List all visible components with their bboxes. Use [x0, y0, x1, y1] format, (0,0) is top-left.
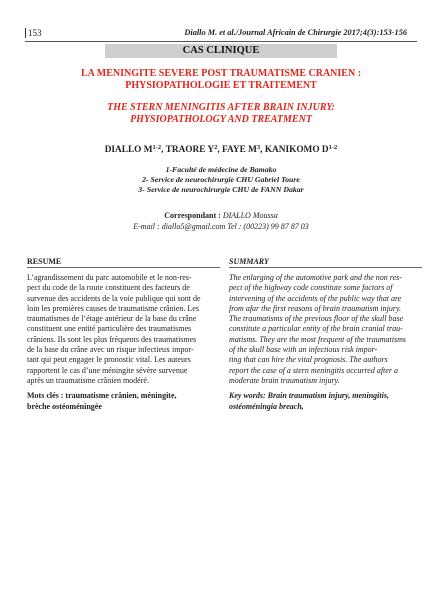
title-french: [40, 68, 402, 92]
author: FAYE $M^3$,: [222, 144, 265, 155]
author: DIALLO $M^{1-2}$,: [104, 144, 166, 155]
correspondent-contact: E-mail : diallo5@gmail.com Tel : (00223) 99 87 87 03: [133, 222, 309, 231]
correspondent-label: Correspondant :: [164, 211, 223, 220]
author: TRAORE $Y^2$,: [165, 144, 223, 155]
resume-text: L’agrandissement du parc automobile et le non-res- pect du code de la route constituent des facteurs de survenue des accidents de la voie publique qui sont de loin les premières causes de traumatisme crânien. Les traumatismes de l’étage antérieur de la base du crâne constituent une entité particulière des traumatismes crâniens. Ils sont les plus fréquents des traumatismes de la base du crâne avec un risque infectieux impor- tant qui peut engager le pronostic vital. Les auteurs rapportent le cas d’une méningite sévère survenue après un traumatisme crânien modéré.: [27, 273, 201, 385]
affiliation: 3- Service de neurochirurgie CHU de FANN Dakar: [138, 185, 304, 194]
resume-keywords: Mots clés : traumatisme crânien, méningite, brèche ostéoméningée: [27, 391, 177, 411]
author: KANIKOMO $D^{1-2}$: [264, 144, 338, 155]
affiliation: 2- Service de neurochirurgie CHU Gabriel Toure: [142, 175, 300, 184]
title-english: [40, 102, 402, 126]
title-english-line: THE STERN MENINGITIS AFTER BRAIN INJURY:: [107, 102, 335, 113]
summary-text: The enlarging of the automotive park and the non res- pect of the highway code constitute some factors of intervening of the accidents of the public way that are from afar the first reasons of brain traumatism injury. The traumatisms of the previous floor of the skull base constitute a particular entity of the brain cranial trau- matisms. They are the most frequent of the traumatisms of the skull base with an infectious risk impor- ting that can hire the vital prognosis. The authors report the case of a stern meningitis occurred after a moderate brain traumatism injury.: [229, 273, 406, 385]
author-list: [40, 142, 402, 156]
journal-citation: Diallo M. et al./Journal Africain de Chirurgie 2017;4(3):153-156: [184, 28, 407, 37]
article-type-banner: CAS CLINIQUE: [105, 44, 337, 58]
resume-column: [27, 256, 220, 412]
summary-heading: SUMMARY: [229, 256, 422, 268]
running-header: [25, 28, 417, 42]
affiliations: [40, 165, 402, 195]
resume-heading: RESUME: [27, 256, 220, 268]
summary-keywords: Key words: Brain traumatism injury, meningitis, ostéoméningia breach,: [229, 391, 389, 411]
affiliation: 1-Faculté de médecine de Bamako: [165, 165, 277, 174]
title-french-line: PHYSIOPATHOLOGIE ET TRAITEMENT: [125, 80, 317, 91]
title-french-line: LA MENINGITE SEVERE POST TRAUMATISME CRANIEN :: [80, 68, 362, 79]
correspondence: [40, 210, 402, 232]
correspondent-name: DIALLO Moussa: [222, 211, 278, 220]
title-english-line: PHYSIOPATHOLOGY AND TREATMENT: [130, 114, 312, 125]
page-number: 153: [25, 28, 42, 38]
summary-column: [229, 256, 422, 412]
